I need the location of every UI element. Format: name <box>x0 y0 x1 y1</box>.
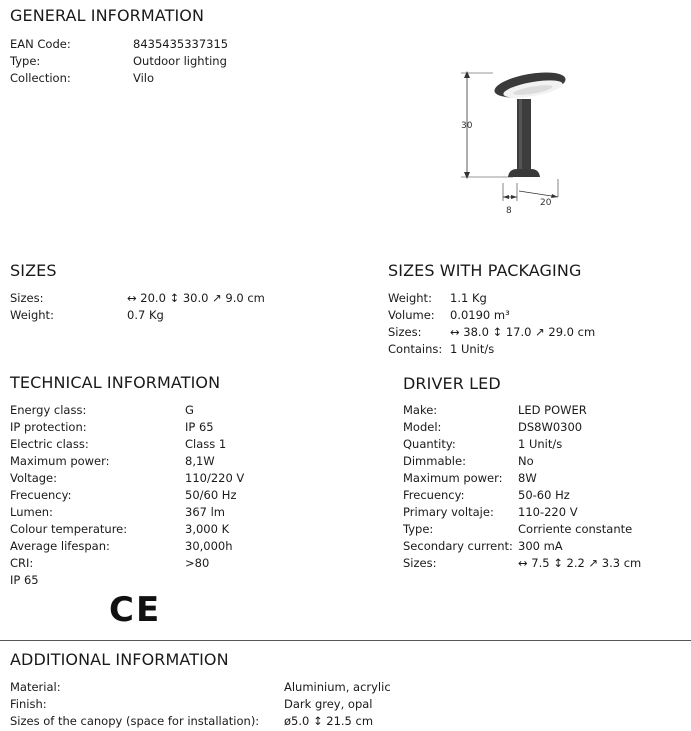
sizes-heading: SIZES <box>10 261 57 280</box>
tech-value: 367 lm <box>185 505 226 519</box>
sizes-value: ↔ 20.0 ↕ 30.0 ↗ 9.0 cm <box>127 291 265 305</box>
packaging-contains-value: 1 Unit/s <box>450 342 495 356</box>
material-value: Aluminium, acrylic <box>284 680 391 694</box>
tech-label: CRI: <box>10 556 34 570</box>
sizes-label: Sizes: <box>10 291 44 305</box>
tech-label: Colour temperature: <box>10 522 128 536</box>
driver-value: 8W <box>518 471 537 485</box>
driver-led-heading: DRIVER LED <box>403 374 501 393</box>
tech-value: 3,000 K <box>185 522 230 536</box>
tech-label: Average lifespan: <box>10 539 110 553</box>
driver-value: Corriente constante <box>518 522 633 536</box>
packaging-heading: SIZES WITH PACKAGING <box>388 261 582 280</box>
driver-value: 110-220 V <box>518 505 578 519</box>
driver-label: Model: <box>403 420 442 434</box>
driver-label: Quantity: <box>403 437 456 451</box>
canopy-label: Sizes of the canopy (space for installation): <box>10 714 260 728</box>
driver-value: LED POWER <box>518 403 587 417</box>
weight-label: Weight: <box>10 308 54 322</box>
tech-value: Class 1 <box>185 437 227 451</box>
finish-value: Dark grey, opal <box>284 697 373 711</box>
section-divider <box>0 640 691 641</box>
collection-label: Collection: <box>10 71 71 85</box>
tech-label: Frecuency: <box>10 488 72 502</box>
driver-label: Dimmable: <box>403 454 466 468</box>
ce-mark-icon: CE <box>109 590 162 630</box>
tech-value: >80 <box>185 556 210 570</box>
driver-value: 1 Unit/s <box>518 437 563 451</box>
technical-information-heading: TECHNICAL INFORMATION <box>10 373 221 392</box>
driver-value: 50-60 Hz <box>518 488 570 502</box>
collection-value: Vilo <box>133 71 155 85</box>
tech-value: G <box>185 403 194 417</box>
ip-note-text: IP 65 <box>10 573 39 587</box>
product-dimension-drawing <box>455 65 570 215</box>
driver-label: Type: <box>403 522 434 536</box>
tech-value: IP 65 <box>185 420 214 434</box>
weight-value: 0.7 Kg <box>127 308 164 322</box>
tech-label: Energy class: <box>10 403 87 417</box>
tech-label: Lumen: <box>10 505 53 519</box>
packaging-sizes-label: Sizes: <box>388 325 422 339</box>
packaging-sizes-value: ↔ 38.0 ↕ 17.0 ↗ 29.0 cm <box>450 325 596 339</box>
base-dimension-label: 8 <box>506 206 512 215</box>
tech-label: Maximum power: <box>10 454 110 468</box>
packaging-volume-value: 0.0190 m³ <box>450 308 510 322</box>
driver-label: Frecuency: <box>403 488 465 502</box>
canopy-value: ø5.0 ↕ 21.5 cm <box>284 714 374 728</box>
driver-value: 300 mA <box>518 539 563 553</box>
ean-label: EAN Code: <box>10 37 71 51</box>
ean-value: 8435435337315 <box>133 37 229 51</box>
packaging-contains-label: Contains: <box>388 342 443 356</box>
head-dimension-label: 20 <box>540 198 552 208</box>
height-dimension-label: 30 <box>461 121 473 131</box>
tech-value: 110/220 V <box>185 471 245 485</box>
driver-label: Secondary current: <box>403 539 513 553</box>
additional-information-heading: ADDITIONAL INFORMATION <box>10 650 229 669</box>
tech-value: 8,1W <box>185 454 215 468</box>
driver-label: Sizes: <box>403 556 437 570</box>
packaging-weight-value: 1.1 Kg <box>450 291 487 305</box>
tech-label: Electric class: <box>10 437 89 451</box>
driver-value: ↔ 7.5 ↕ 2.2 ↗ 3.3 cm <box>518 556 642 570</box>
packaging-weight-label: Weight: <box>388 291 432 305</box>
packaging-volume-label: Volume: <box>388 308 435 322</box>
driver-label: Primary voltaje: <box>403 505 494 519</box>
tech-value: 30,000h <box>185 539 233 553</box>
driver-label: Maximum power: <box>403 471 503 485</box>
finish-label: Finish: <box>10 697 47 711</box>
general-information-heading: GENERAL INFORMATION <box>10 6 205 25</box>
driver-value: No <box>518 454 534 468</box>
tech-label: IP protection: <box>10 420 87 434</box>
driver-value: DS8W0300 <box>518 420 583 434</box>
tech-value: 50/60 Hz <box>185 488 237 502</box>
type-value: Outdoor lighting <box>133 54 227 68</box>
tech-label: Voltage: <box>10 471 58 485</box>
material-label: Material: <box>10 680 61 694</box>
type-label: Type: <box>10 54 41 68</box>
driver-label: Make: <box>403 403 438 417</box>
